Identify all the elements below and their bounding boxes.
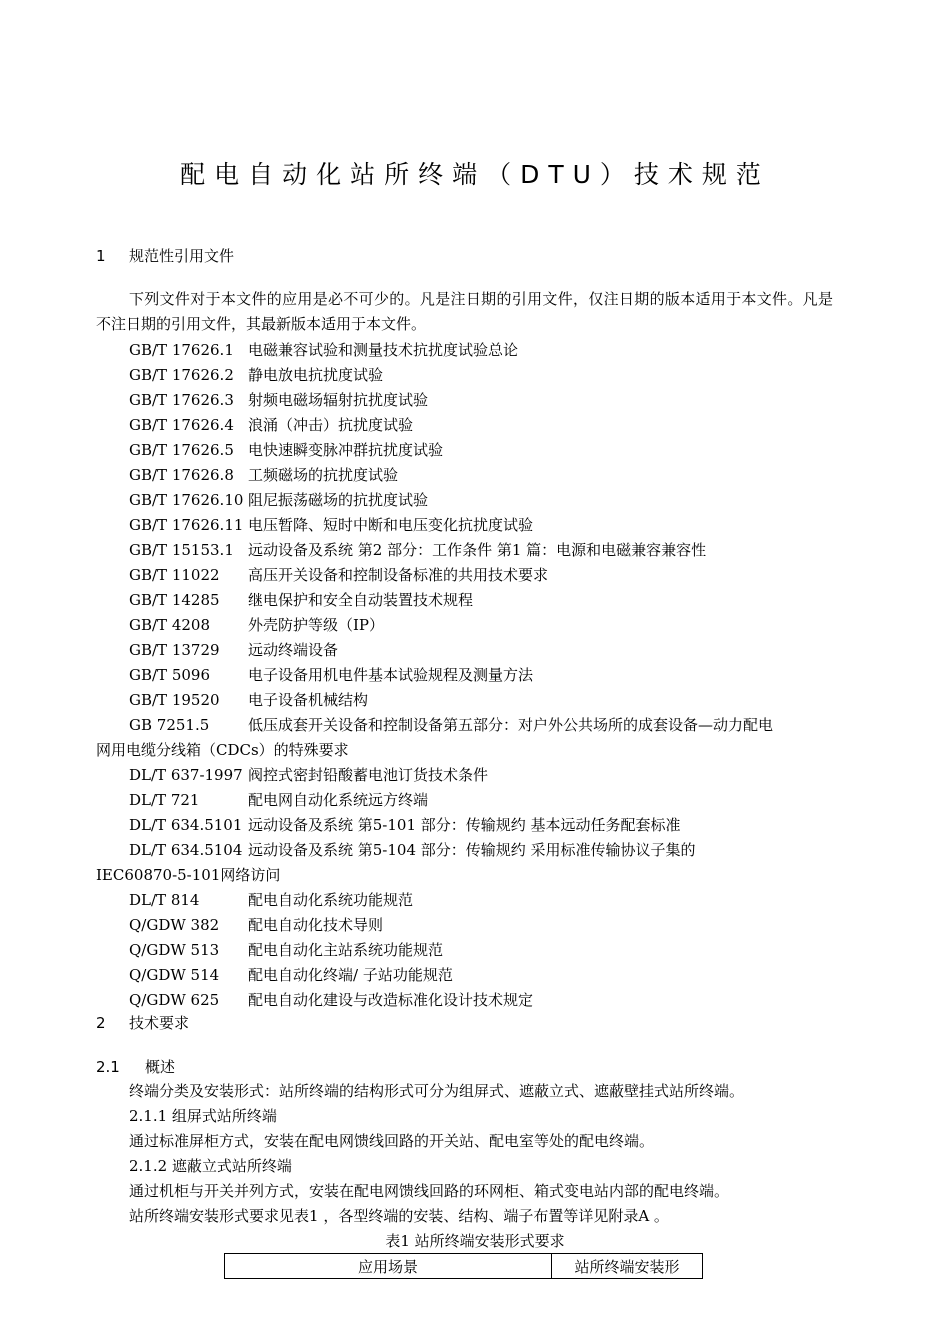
reference-code: DL/T 634.5104 <box>129 841 243 859</box>
reference-code: Q/GDW 382 <box>129 916 220 934</box>
reference-code: Q/GDW 513 <box>129 941 220 959</box>
reference-code: GB/T 13729 <box>129 641 220 659</box>
reference-title: 工频磁场的抗扰度试验 <box>248 466 399 484</box>
reference-title: 阀控式密封铅酸蓄电池订货技术条件 <box>248 766 489 784</box>
reference-item <box>129 338 839 363</box>
reference-code: GB/T 4208 <box>129 616 211 634</box>
intro-paragraph: 下列文件对于本文件的应用是必不可少的。凡是注日期的引用文件，仅注日期的版本适用于本文件。凡是不注日期的引用文件，其最新版本适用于本文件。 <box>96 290 833 333</box>
subsection-2-1-1-heading: 2.1.1 组屏式站所终端 <box>129 1107 277 1125</box>
section-title: 概述 <box>145 1058 176 1076</box>
reference-title: 远动设备及系统 第5-104 部分：传输规约 采用标准传输协议子集的 <box>248 841 696 859</box>
reference-code: GB/T 11022 <box>129 566 220 584</box>
section-number: 2.1 <box>96 1058 120 1076</box>
reference-item <box>129 388 839 413</box>
reference-code: DL/T 637-1997 <box>129 766 243 784</box>
reference-title: 低压成套开关设备和控制设备第五部分：对户外公共场所的成套设备—动力配电 <box>248 716 774 734</box>
reference-code: GB/T 14285 <box>129 591 220 609</box>
overview-text: 终端分类及安装形式：站所终端的结构形式可分为组屏式、遮蔽立式、遮蔽壁挂式站所终端。 <box>129 1082 745 1100</box>
reference-code: Q/GDW 625 <box>129 991 220 1009</box>
reference-item <box>129 963 839 988</box>
table-caption: 表1 站所终端安装形式要求 <box>385 1232 565 1250</box>
reference-item <box>129 813 839 838</box>
table-header-row <box>225 1254 703 1279</box>
section-2-1-heading <box>96 1056 175 1077</box>
document-title: 配电自动化站所终端（DTU）技术规范 <box>180 160 770 189</box>
section-title: 技术要求 <box>129 1014 190 1032</box>
reference-title: 射频电磁场辐射抗扰度试验 <box>248 391 429 409</box>
reference-item <box>129 913 839 938</box>
section-number: 2 <box>96 1014 106 1032</box>
reference-code: Q/GDW 514 <box>129 966 220 984</box>
reference-item <box>129 638 839 663</box>
section-number: 1 <box>96 247 106 265</box>
reference-code: DL/T 721 <box>129 791 200 809</box>
reference-code: DL/T 634.5101 <box>129 816 243 834</box>
reference-title: 配电自动化技术导则 <box>248 916 384 934</box>
subsection-2-1-2-text: 通过机柜与开关并列方式，安装在配电网馈线回路的环网柜、箱式变电站内部的配电终端。 <box>129 1182 730 1200</box>
reference-title: 阻尼振荡磁场的抗扰度试验 <box>248 491 429 509</box>
reference-code: GB/T 5096 <box>129 666 211 684</box>
reference-code: GB/T 19520 <box>129 691 220 709</box>
reference-title: 浪涌（冲击）抗扰度试验 <box>248 416 414 434</box>
reference-item <box>129 538 839 563</box>
reference-item <box>129 513 839 538</box>
reference-item <box>129 688 839 713</box>
reference-title: 远动终端设备 <box>248 641 339 659</box>
reference-item <box>129 463 839 488</box>
reference-item <box>129 788 839 813</box>
reference-title-continuation: 网用电缆分线箱（CDCs）的特殊要求 <box>96 741 349 759</box>
section-title: 规范性引用文件 <box>129 247 235 265</box>
reference-title: 远动设备及系统 第5-101 部分：传输规约 基本远动任务配套标准 <box>248 816 681 834</box>
reference-item <box>129 413 839 438</box>
table-header-cell: 站所终端安装形 <box>552 1254 703 1279</box>
reference-item <box>129 938 839 963</box>
table-reference-text: 站所终端安装形式要求见表1 ，各型终端的安装、结构、端子布置等详见附录A 。 <box>129 1207 669 1225</box>
reference-item <box>96 838 839 888</box>
reference-list <box>96 338 839 1013</box>
reference-title: 电磁兼容试验和测量技术抗扰度试验总论 <box>248 341 519 359</box>
reference-title: 电子设备用机电件基本试验规程及测量方法 <box>248 666 534 684</box>
reference-title: 继电保护和安全自动装置技术规程 <box>248 591 474 609</box>
reference-item <box>129 563 839 588</box>
reference-title: 电压暂降、短时中断和电压变化抗扰度试验 <box>248 516 534 534</box>
subsection-2-1-1-text: 通过标准屏柜方式，安装在配电网馈线回路的开关站、配电室等处的配电终端。 <box>129 1132 655 1150</box>
reference-item <box>129 763 839 788</box>
section-2-heading <box>96 1012 189 1033</box>
reference-code: GB/T 17626.10 <box>129 491 244 509</box>
reference-code: GB/T 17626.5 <box>129 441 234 459</box>
reference-title: 电快速瞬变脉冲群抗扰度试验 <box>248 441 444 459</box>
subsection-2-1-2-heading: 2.1.2 遮蔽立式站所终端 <box>129 1157 292 1175</box>
table-header-cell: 应用场景 <box>225 1254 552 1279</box>
reference-code: GB/T 17626.1 <box>129 341 234 359</box>
reference-title: 配电网自动化系统远方终端 <box>248 791 429 809</box>
reference-code: GB/T 17626.11 <box>129 516 244 534</box>
reference-title-continuation: IEC60870-5-101网络访问 <box>96 866 281 884</box>
reference-title: 配电自动化建设与改造标准化设计技术规定 <box>248 991 534 1009</box>
reference-title: 静电放电抗扰度试验 <box>248 366 384 384</box>
reference-item <box>129 613 839 638</box>
reference-title: 配电自动化主站系统功能规范 <box>248 941 444 959</box>
reference-code: DL/T 814 <box>129 891 200 909</box>
reference-title: 配电自动化终端/ 子站功能规范 <box>248 966 453 984</box>
reference-item <box>129 663 839 688</box>
reference-item <box>129 363 839 388</box>
reference-title: 配电自动化系统功能规范 <box>248 891 414 909</box>
reference-code: GB/T 17626.4 <box>129 416 234 434</box>
reference-title: 远动设备及系统 第2 部分：工作条件 第1 篇：电源和电磁兼容兼容性 <box>248 541 707 559</box>
reference-title: 外壳防护等级（IP） <box>248 616 385 634</box>
reference-item <box>96 713 839 763</box>
reference-title: 电子设备机械结构 <box>248 691 369 709</box>
reference-item <box>129 988 839 1013</box>
reference-item <box>129 488 839 513</box>
reference-item <box>129 888 839 913</box>
reference-code: GB/T 15153.1 <box>129 541 234 559</box>
reference-item <box>129 588 839 613</box>
reference-code: GB/T 17626.8 <box>129 466 234 484</box>
reference-code: GB 7251.5 <box>129 716 210 734</box>
section-1-heading <box>96 245 234 266</box>
reference-code: GB/T 17626.3 <box>129 391 234 409</box>
installation-form-table <box>224 1253 703 1279</box>
reference-item <box>129 438 839 463</box>
reference-code: GB/T 17626.2 <box>129 366 234 384</box>
reference-title: 高压开关设备和控制设备标准的共用技术要求 <box>248 566 549 584</box>
